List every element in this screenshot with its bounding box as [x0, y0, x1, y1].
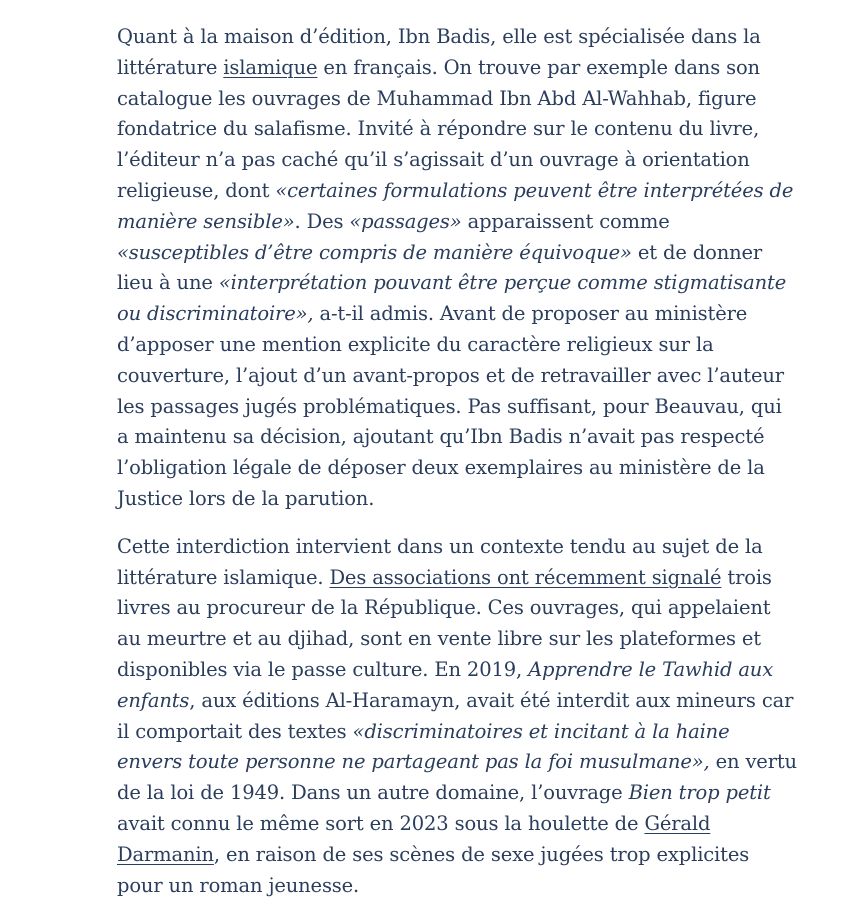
- book-title: Apprendre le Tawhid aux enfants: [117, 657, 774, 712]
- quote: «passages»: [349, 209, 462, 233]
- paragraph-context: [117, 532, 797, 902]
- quote: «certaines formulations peuvent être interprétées de manière sensible»: [117, 178, 794, 233]
- link-associations-signale[interactable]: Des associations ont récemment signalé: [329, 565, 722, 589]
- text: avait connu le même sort en 2023 sous la houlette de: [117, 811, 645, 835]
- text: Cette interdiction intervient dans un contexte tendu au sujet de la littérature islamique.: [117, 534, 763, 589]
- paragraph-publisher: [117, 22, 797, 515]
- text: en vertu de la loi de 1949. Dans un autre domaine, l’ouvrage: [117, 750, 797, 805]
- text: , aux éditions Al-Haramayn, avait été interdit aux mineurs car il comportait des textes: [117, 688, 794, 743]
- text: trois livres au procureur de la République. Ces ouvrages, qui appelaient au meurtre et au djihad, sont en vente libre sur les plateformes et disponibles via le passe culture. En 2019,: [117, 565, 772, 681]
- text: et de donner lieu à une: [117, 240, 763, 295]
- text: . Des: [294, 209, 350, 233]
- text: , en raison de ses scènes de sexe jugées trop explicites pour un roman jeunesse.: [117, 842, 750, 897]
- text: a-t-il admis. Avant de proposer au ministère d’apposer une mention explicite du caractère religieux sur la couverture, l’ajout d’un avant-propos et de retravailler avec l’auteur les passages jugés problématiques. Pas suffisant, pour Beauvau, qui a maintenu sa décision, ajoutant qu’Ibn Badis n’avait pas respecté l’obligation légale de déposer deux exemplaires au ministère de la Justice lors de la parution.: [117, 302, 784, 510]
- quote: «discriminatoires et incitant à la haine envers toute personne ne partageant pas la foi musulmane»,: [117, 719, 730, 774]
- text: en français. On trouve par exemple dans son catalogue les ouvrages de Muhammad Ibn Abd Al-Wahhab, figure fondatrice du salafisme. Invité à répondre sur le contenu du livre, l’éditeur n’a pas caché qu’il s’agissait d’un ouvrage à orientation religieuse, dont: [117, 55, 760, 202]
- quote: «susceptibles d’être compris de manière équivoque»: [117, 240, 632, 264]
- link-gerald-darmanin[interactable]: Gérald Darmanin: [117, 811, 711, 866]
- link-islamique[interactable]: islamique: [223, 55, 318, 79]
- article-body: [117, 22, 797, 918]
- book-title: Bien trop petit: [628, 781, 771, 805]
- text: Quant à la maison d’édition, Ibn Badis, elle est spécialisée dans la littérature: [117, 25, 761, 79]
- quote: «interprétation pouvant être perçue comme stigmatisante ou discriminatoire»,: [117, 271, 787, 326]
- text: apparaissent comme: [461, 209, 670, 233]
